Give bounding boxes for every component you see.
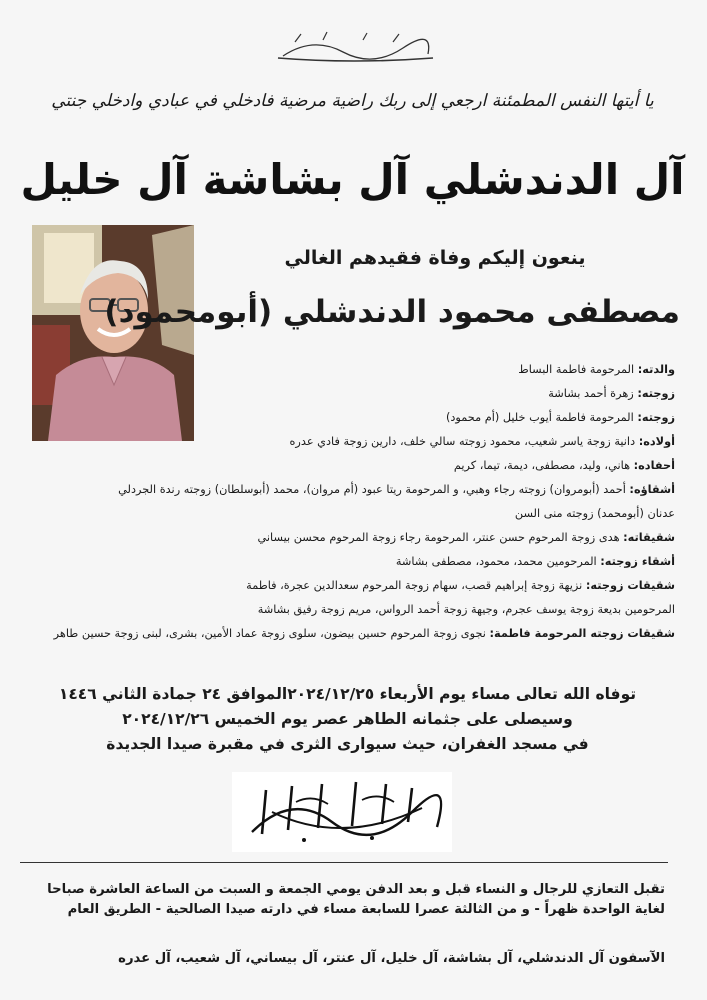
announcement: ينعون إليكم وفاة فقيدهم الغالي <box>284 247 586 269</box>
relative-text: المرحومة فاطمة البساط <box>518 363 638 376</box>
relative-label: شقيقات زوجته المرحومة فاطمة: <box>489 627 675 640</box>
relative-line <box>20 430 675 454</box>
inna-lillah-calligraphy <box>232 772 452 852</box>
relative-text: دانية زوجة ياسر شعيب، محمود زوجته سالي خلف، دارين زوجة فادي عدره <box>289 435 639 448</box>
relative-text: نجوى زوجة المرحوم حسين بيضون، سلوى زوجة عماد الأمين، بشرى، لبنى زوجة حسين طاهر <box>53 627 490 640</box>
relative-line <box>20 406 675 430</box>
condolences-info <box>20 880 665 920</box>
basmala-calligraphy <box>253 30 453 64</box>
relative-text: المرحومين محمد، محمود، مصطفى بشاشة <box>395 555 601 568</box>
relatives-list <box>20 358 675 646</box>
relative-line <box>20 598 675 622</box>
mourners-line: الآسفون آل الدندشلي، آل بشاشة، آل خليل، آل عنتر، آل بيساني، آل شعيب، آل عدره <box>118 951 665 966</box>
relative-label: أحفاده: <box>633 459 675 472</box>
condolence-line: تقبل التعازي للرجال و النساء قبل و بعد الدفن يومي الجمعة و السبت من الساعة العاشرة صباحا <box>47 882 665 897</box>
relative-line <box>20 478 675 502</box>
death-notice <box>20 682 675 757</box>
funeral-prayer-line: وسيصلى على جثمانه الطاهر عصر يوم الخميس ٢٠٢٤/١٢/٢٦ <box>122 710 573 728</box>
relative-text: زهرة أحمد بشاشة <box>548 387 638 400</box>
relative-text: عدنان (أبومحمد) زوجته منى السن <box>514 507 675 520</box>
relative-line <box>20 502 675 526</box>
relative-line <box>20 526 675 550</box>
quran-verse: يا أيتها النفس المطمئنة ارجعي إلى ربك راضية مرضية فادخلي في عبادي وادخلي جنتي <box>51 91 654 111</box>
calligraphy-ornament <box>232 772 452 852</box>
relative-label: أولاده: <box>638 435 675 448</box>
relative-label: زوجته: <box>637 387 675 400</box>
relative-line <box>20 622 675 646</box>
relative-text: نزيهة زوجة إبراهيم قصب، سهام زوجة المرحوم سعدالدين عجرة، فاطمة <box>246 579 586 592</box>
divider <box>20 862 668 863</box>
relative-label: زوجته: <box>637 411 675 424</box>
relative-label: والدته: <box>637 363 675 376</box>
relative-text: المرحومة فاطمة أيوب خليل (أم محمود) <box>445 411 638 424</box>
relative-label: شقيقاته: <box>623 531 675 544</box>
relative-text: هاني، وليد، مصطفى، ديمة، تيما، كريم <box>453 459 634 472</box>
relative-line <box>20 454 675 478</box>
condolence-line: لغاية الواحدة ظهراً - و من الثالثة عصرا للسابعة مساء في دارته صيدا الصالحية - الطريق العام <box>67 902 665 917</box>
relative-label: أشقاؤه: <box>629 483 675 496</box>
deceased-name: مصطفى محمود الدندشلي (أبومحمود) <box>104 294 680 330</box>
relative-line <box>20 550 675 574</box>
relative-line <box>20 358 675 382</box>
relative-line <box>20 382 675 406</box>
relative-label: أشقاء زوجته: <box>600 555 675 568</box>
relative-text: هدى زوجة المرحوم حسن عنتر، المرحومة رجاء زوجة المرحوم محسن بيساني <box>257 531 624 544</box>
death-date-line: توفاه الله تعالى مساء يوم الأربعاء ٢٠٢٤/١٢/٢٥الموافق ٢٤ جمادة الثاني ١٤٤٦ <box>58 685 637 703</box>
relative-text: أحمد (أبومروان) زوجته رجاء وهبي، و المرحومة ريتا عبود (أم مروان)، محمد (أبوسلطان) زوجته رندة الجردلي <box>118 483 630 496</box>
relative-text: المرحومين بديعة زوجة يوسف عجرم، وجيهة زوجة أحمد الرواس، مريم زوجة رفيق بشاشة <box>257 603 675 616</box>
relative-line <box>20 574 675 598</box>
family-title: آل الدندشلي آل بشاشة آل خليل <box>20 155 685 204</box>
burial-place-line: في مسجد الغفران، حيث سيوارى الثرى في مقبرة صيدا الجديدة <box>106 735 589 753</box>
relative-label: شقيقات زوجته: <box>585 579 675 592</box>
